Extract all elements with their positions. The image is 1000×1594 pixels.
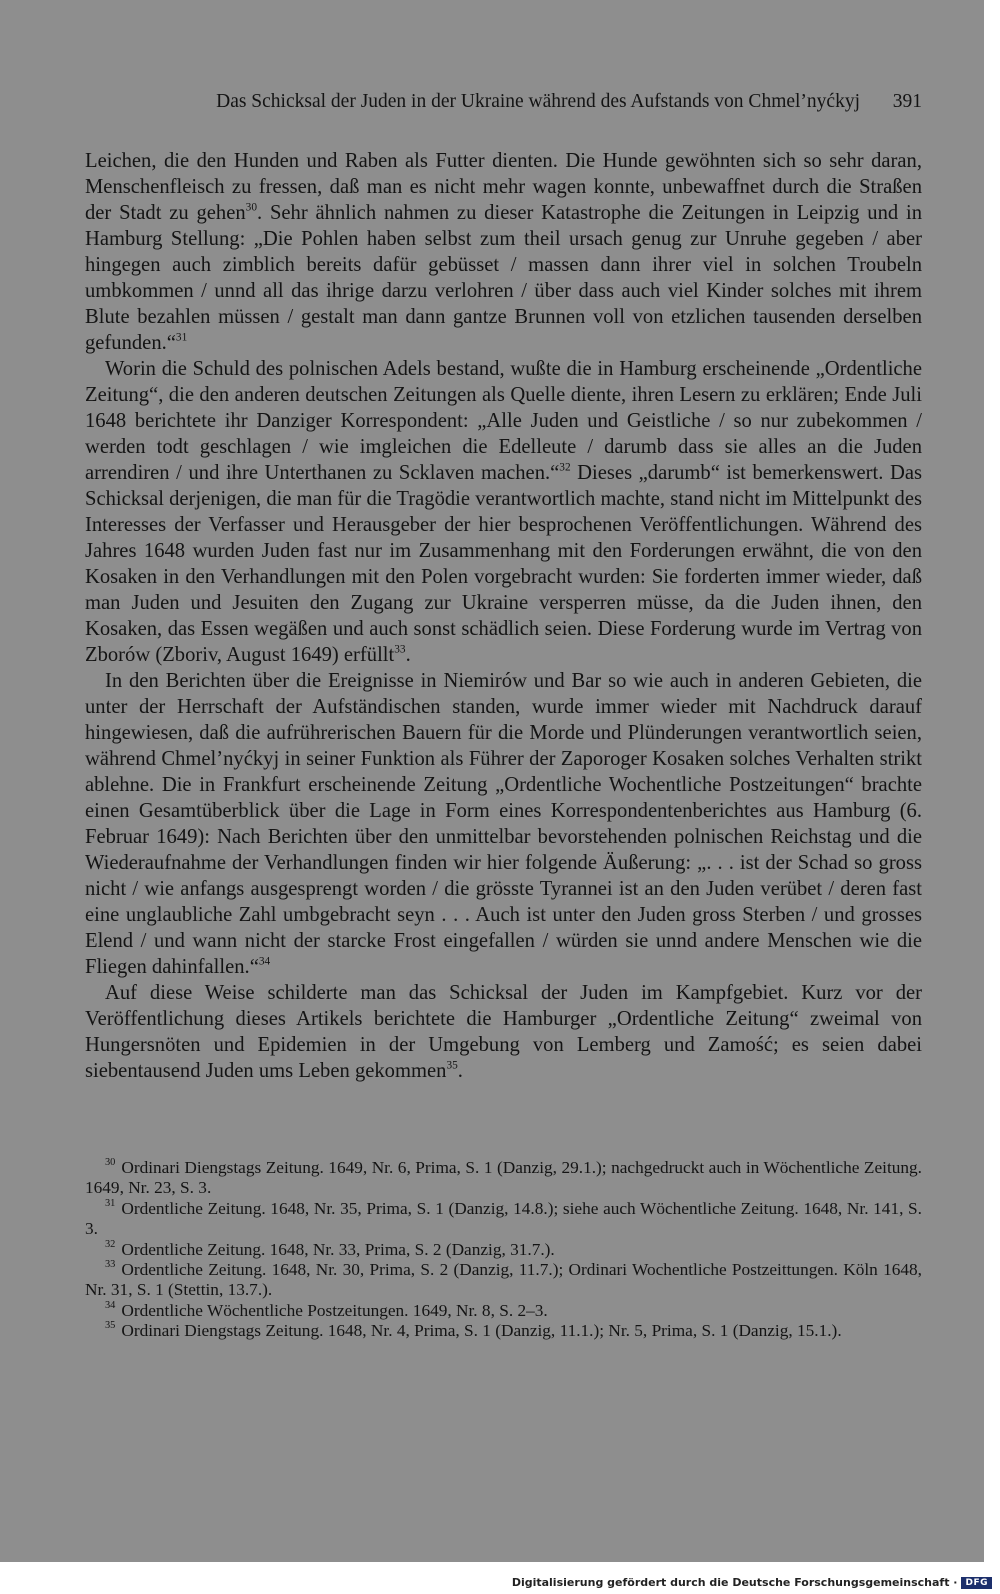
- footnote-text: Ordentliche Zeitung. 1648, Nr. 35, Prima, S. 1 (Danzig, 14.8.); siehe auch Wöchentliche Zeitung. 1648, Nr. 141, S. 3.: [85, 1198, 922, 1239]
- credit-text: Digitalisierung gefördert durch die Deutsche Forschungsgemeinschaft ·: [511, 1576, 958, 1589]
- paragraph-text: Dieses „darumb“ ist bemerkenswert. Das Schicksal derjenigen, die man für die Tragödie verantwortlich machte, stand nicht im Mittelpunkt des Interesses der Verfasser und Herausgeber der hier besprochenen Veröffentlichungen. Während des Jahres 1648 wurden Juden fast nur im Zusammenhang mit den Forderungen erwähnt, die von den Kosaken in den Verhandlungen mit den Polen vorgebracht wurden: Sie forderten immer wieder, daß man Juden und Jesuiten den Zugang zur Ukraine versperren müsse, da die Juden ihnen, den Kosaken, das Essen wegäßen und auch sonst schädlich seien. Diese Forderung wurde im Vertrag von Zborów (Zboriv, August 1649) erfüllt: [85, 462, 922, 666]
- paragraph-1: [85, 148, 922, 356]
- footnote: [85, 1321, 922, 1341]
- footnote-number: 33: [105, 1259, 116, 1271]
- footnote-number: 34: [105, 1300, 116, 1312]
- footnote: [85, 1301, 922, 1321]
- footnote-text: Ordentliche Zeitung. 1648, Nr. 33, Prima, S. 2 (Danzig, 31.7.).: [121, 1239, 555, 1259]
- footnote: [85, 1240, 922, 1260]
- footnote-text: Ordinari Diengstags Zeitung. 1649, Nr. 6, Prima, S. 1 (Danzig, 29.1.); nachgedruckt auch in Wöchentliche Zeitung. 1649, Nr. 23, S. 3.: [85, 1158, 922, 1198]
- footnote-number: 31: [105, 1198, 116, 1210]
- footnote-ref-33[interactable]: 33: [394, 643, 406, 656]
- footnote-number: 30: [105, 1157, 116, 1169]
- paragraph-text: Auf diese Weise schilderte man das Schicksal der Juden im Kampfgebiet. Kurz vor der Veröffentlichung dieses Artikels berichtete die Hamburger „Ordentliche Zeitung“ zweimal von Hungersnöten und Epidemien in der Umgebung von Lemberg und Zamość; es seien dabei siebentausend Juden ums Leben gekommen: [85, 982, 922, 1082]
- paragraph-4: [85, 980, 922, 1084]
- paragraph-3: [85, 668, 922, 980]
- page-number: 391: [892, 91, 922, 112]
- footnote-number: 32: [105, 1238, 116, 1250]
- footnote: [85, 1158, 922, 1199]
- footnote-text: Ordentliche Zeitung. 1648, Nr. 30, Prima, S. 2 (Danzig, 11.7.); Ordinari Wochentliche Postzeittungen. Köln 1648, Nr. 31, S. 1 (Stettin, 13.7.).: [85, 1260, 922, 1300]
- footnote-text: Ordentliche Wöchentliche Postzeitungen. 1649, Nr. 8, S. 2–3.: [121, 1300, 548, 1320]
- footnote-ref-34[interactable]: 34: [258, 955, 271, 968]
- digitization-credit: [512, 1576, 992, 1589]
- paragraph-text: In den Berichten über die Ereignisse in Niemirów und Bar so wie auch in anderen Gebieten, die unter der Herrschaft der Aufständischen standen, wurde immer wieder mit Nachdruck darauf hingewiesen, daß die aufrührerischen Bauern für die Morde und Plünderungen verantwortlich seien, während Chmel’nyćkyj in seiner Funktion als Führer der Zaporoger Kosaken solches Verhalten strikt ablehne. Die in Frankfurt erscheinende Zeitung „Ordentliche Wochentliche Postzeitungen“ brachte einen Gesamtüberblick über die Lage in Form eines Korrespondentenberichtes aus Hamburg (6. Februar 1649): Nach Berichten über den unmittelbar bevorstehenden polnischen Reichstag und die Wiederaufnahme der Verhandlungen finden wir hier folgende Äußerung: „. . . ist der Schad so gross nicht / wie anfangs ausgesprengt worden / die grösste Tyrannei ist an den Juden verübet / deren fast eine unglaubliche Zahl umbgebracht seyn . . . Auch ist unter den Juden gross Sterben / und grosses Elend / und wann nicht der starcke Frost eingefallen / würden sie unnd andere Menschen wie die Fliegen dahinfallen.“: [85, 670, 922, 978]
- footnote-ref-31[interactable]: 31: [175, 331, 188, 344]
- running-head-title: Das Schicksal der Juden in der Ukraine während des Aufstands von Chmel’nyćkyj: [216, 91, 860, 112]
- footnote: [85, 1199, 922, 1240]
- body-text: [85, 148, 922, 1084]
- paragraph-text: .: [457, 1060, 463, 1082]
- footnote-text: Ordinari Diengstags Zeitung. 1648, Nr. 4, Prima, S. 1 (Danzig, 11.1.); Nr. 5, Prima, S. 1 (Danzig, 15.1.).: [121, 1321, 842, 1341]
- footnote-ref-35[interactable]: 35: [446, 1059, 458, 1072]
- footnote-ref-32[interactable]: 32: [559, 461, 571, 474]
- paragraph-text: . Sehr ähnlich nahmen zu dieser Katastrophe die Zeitungen in Leipzig und in Hamburg Stellung: „Die Pohlen haben selbst zum theil ursach genug zur Unruhe gegeben / aber hingegen auch zimblich bereits dafür gebüsset / massen dann ihrer viel in solchen Troubeln umbkommen / unnd all das ihrige darzu verlohren / über dass auch viel Kinder solches mit ihrem Blute bezahlen müssen / gestalt man dann gantze Brunnen voll von etzlichen tausenden derselben gefunden.“: [85, 202, 922, 354]
- footnote: [85, 1260, 922, 1301]
- footnotes: [85, 1158, 922, 1342]
- dfg-logo[interactable]: DFG: [961, 1577, 992, 1589]
- paragraph-text: Leichen, die den Hunden und Raben als Futter dienten. Die Hunde gewöhnten sich so sehr daran, Menschenfleisch zu fressen, daß man es nicht mehr wagen konnte, unbewaffnet durch die Straßen der Stadt zu gehen: [85, 150, 922, 224]
- paragraph-text: Worin die Schuld des polnischen Adels bestand, wußte die in Hamburg erscheinende „Ordentliche Zeitung“, die den anderen deutschen Zeitungen als Quelle diente, ihren Lesern zu erklären; Ende Juli 1648 berichtete ihr Danziger Korrespondent: „Alle Juden und Geistliche / so nur zubekommen / werden todt geschlagen / wie imgleichen die Edelleute / darumb dass sie alles an die Juden arrendiren / und ihre Unterthanen zu Scklaven machen.“: [85, 358, 922, 484]
- paragraph-2: [85, 356, 922, 668]
- footnote-ref-30[interactable]: 30: [245, 201, 257, 214]
- footnote-number: 35: [105, 1320, 116, 1332]
- paragraph-text: .: [405, 644, 411, 666]
